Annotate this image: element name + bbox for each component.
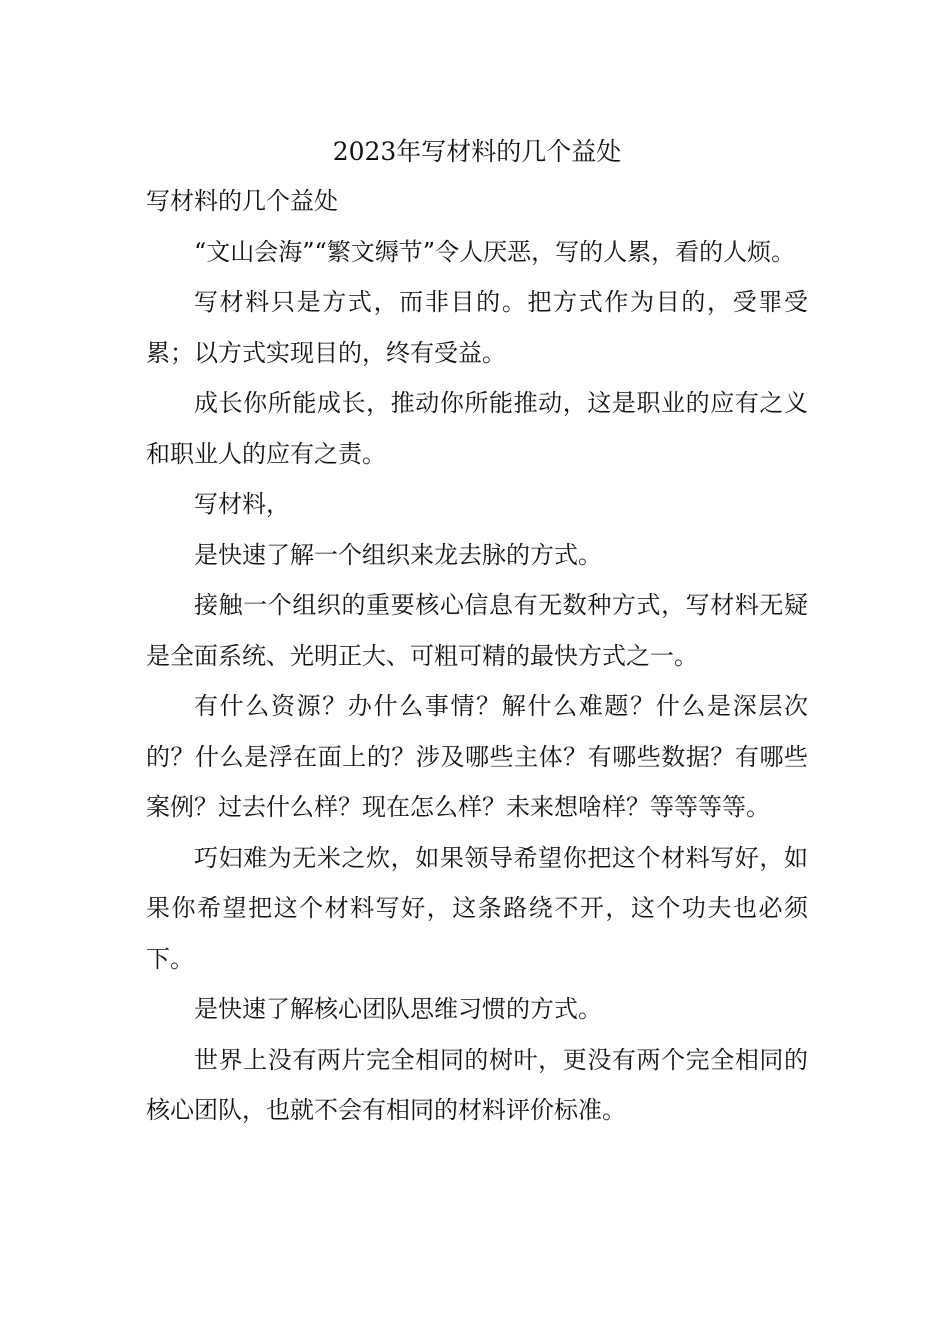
paragraph: 接触一个组织的重要核心信息有无数种方式，写材料无疑是全面系统、光明正大、可粗可精的最快方式之一。 xyxy=(146,591,808,670)
paragraph: 有什么资源？办什么事情？解什么难题？什么是深层次的？什么是浮在面上的？涉及哪些主体？有哪些数据？有哪些案例？过去什么样？现在怎么样？未来想啥样？等等等等。 xyxy=(146,692,808,821)
paragraph: 写材料， xyxy=(194,490,290,518)
paragraph: 是快速了解一个组织来龙去脉的方式。 xyxy=(194,540,602,569)
paragraph: “文山会海”“繁文缛节”令人厌恶，写的人累，看的人烦。 xyxy=(194,237,796,266)
paragraph: 写材料的几个益处 xyxy=(146,187,338,215)
paragraph: 成长你所能成长，推动你所能推动，这是职业的应有之义和职业人的应有之责。 xyxy=(146,389,808,468)
paragraph: 世界上没有两片完全相同的树叶，更没有两个完全相同的核心团队，也就不会有相同的材料评价标准。 xyxy=(146,1045,808,1124)
document-title: 2023年写材料的几个益处 xyxy=(332,137,622,166)
document-body xyxy=(146,128,808,1136)
paragraph: 写材料只是方式，而非目的。把方式作为目的，受罪受累；以方式实现目的，终有受益。 xyxy=(146,288,808,367)
paragraph: 巧妇难为无米之炊，如果领导希望你把这个材料写好，如果你希望把这个材料写好，这条路绕不开，这个功夫也必须下。 xyxy=(146,843,808,973)
paragraph: 是快速了解核心团队思维习惯的方式。 xyxy=(194,995,602,1023)
